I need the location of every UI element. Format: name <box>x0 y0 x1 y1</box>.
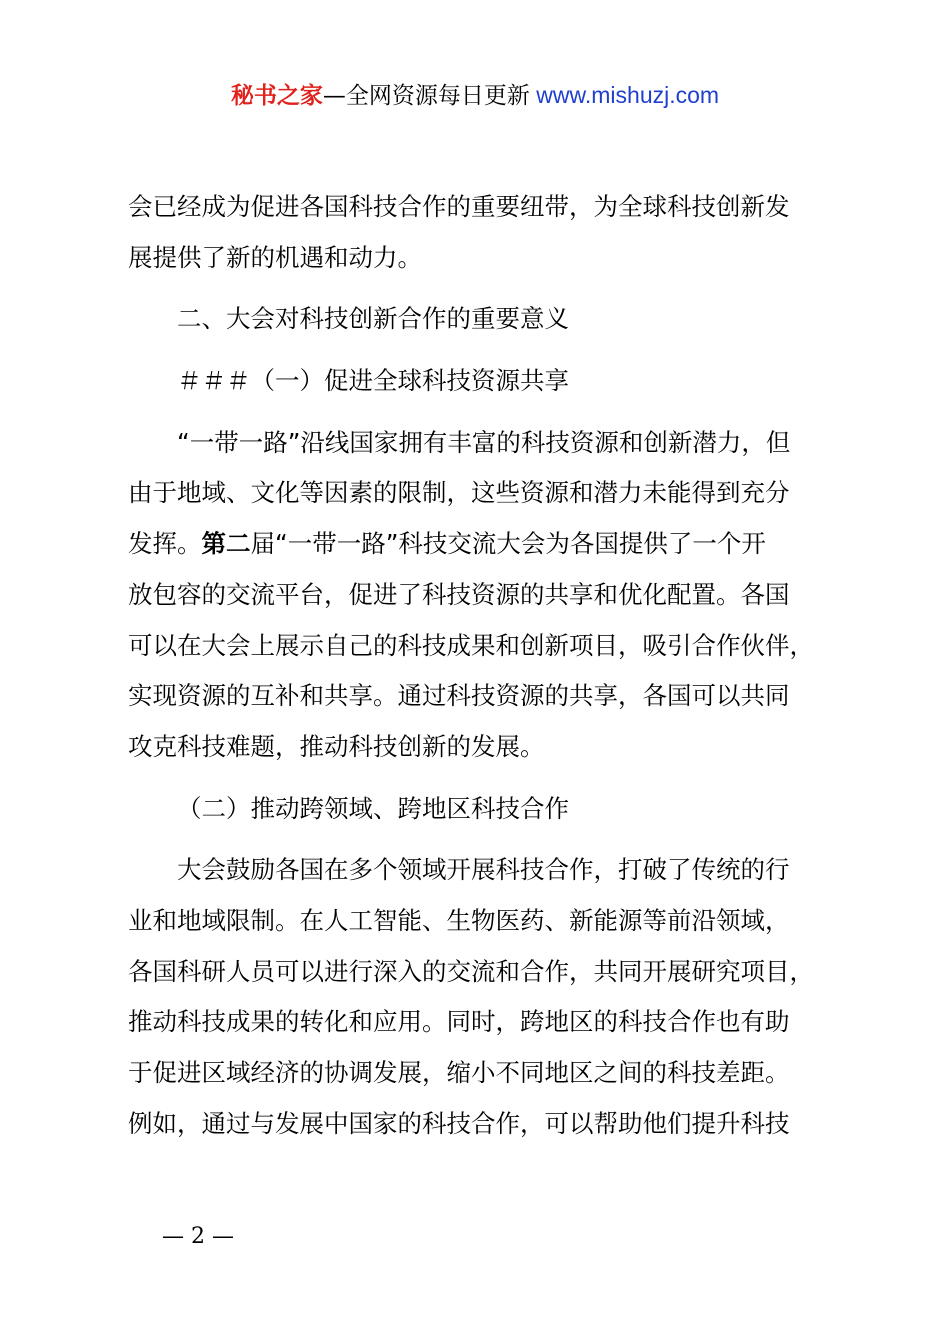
text-run: 届“一带一路”科技交流大会为各国提供了一个开 <box>250 529 766 559</box>
text-run: 发挥。 <box>128 529 202 559</box>
site-url-link[interactable]: www.mishuzj.com <box>529 82 720 108</box>
paragraph-line: 可以在大会上展示自己的科技成果和创新项目，吸引合作伙伴， <box>128 630 814 660</box>
paragraph-line: 会已经成为促进各国科技合作的重要纽带，为全球科技创新发 <box>128 192 790 221</box>
document-body <box>128 182 844 1149</box>
site-header <box>0 78 950 113</box>
paragraph-line: “一带一路”沿线国家拥有丰富的科技资源和创新潜力，但 <box>177 427 791 457</box>
paragraph-line: 实现资源的互补和共享。通过科技资源的共享，各国可以共同 <box>128 681 790 711</box>
page-number: — 2 — <box>162 1224 234 1249</box>
paragraph-line: 攻克科技难题，推动科技创新的发展。 <box>128 731 545 761</box>
subsection-heading: ＃＃＃（一）促进全球科技资源共享 <box>177 366 569 396</box>
paragraph-line: 例如，通过与发展中国家的科技合作，可以帮助他们提升科技 <box>128 1108 790 1138</box>
site-brand: 秘书之家 <box>230 83 323 109</box>
paragraph-line: 展提供了新的机遇和动力。 <box>128 242 422 272</box>
section-heading: 二、大会对科技创新合作的重要意义 <box>177 304 569 334</box>
bold-text-run: 第二 <box>201 529 251 559</box>
paragraph-line: 各国科研人员可以进行深入的交流和合作，共同开展研究项目， <box>128 956 814 986</box>
paragraph-line <box>128 519 844 570</box>
paragraph-line: 由于地域、文化等因素的限制，这些资源和潜力未能得到充分 <box>128 478 790 508</box>
paragraph-line: 大会鼓励各国在多个领域开展科技合作，打破了传统的行 <box>177 855 790 885</box>
subsection-heading: （二）推动跨领域、跨地区科技合作 <box>177 793 569 823</box>
paragraph-line: 业和地域限制。在人工智能、生物医药、新能源等前沿领域， <box>128 905 790 935</box>
paragraph-line: 放包容的交流平台，促进了科技资源的共享和优化配置。各国 <box>128 579 790 609</box>
paragraph-line: 于促进区域经济的协调发展，缩小不同地区之间的科技差距。 <box>128 1058 790 1087</box>
site-slogan: —全网资源每日更新 <box>322 83 530 109</box>
paragraph-line: 推动科技成果的转化和应用。同时，跨地区的科技合作也有助 <box>128 1007 790 1037</box>
